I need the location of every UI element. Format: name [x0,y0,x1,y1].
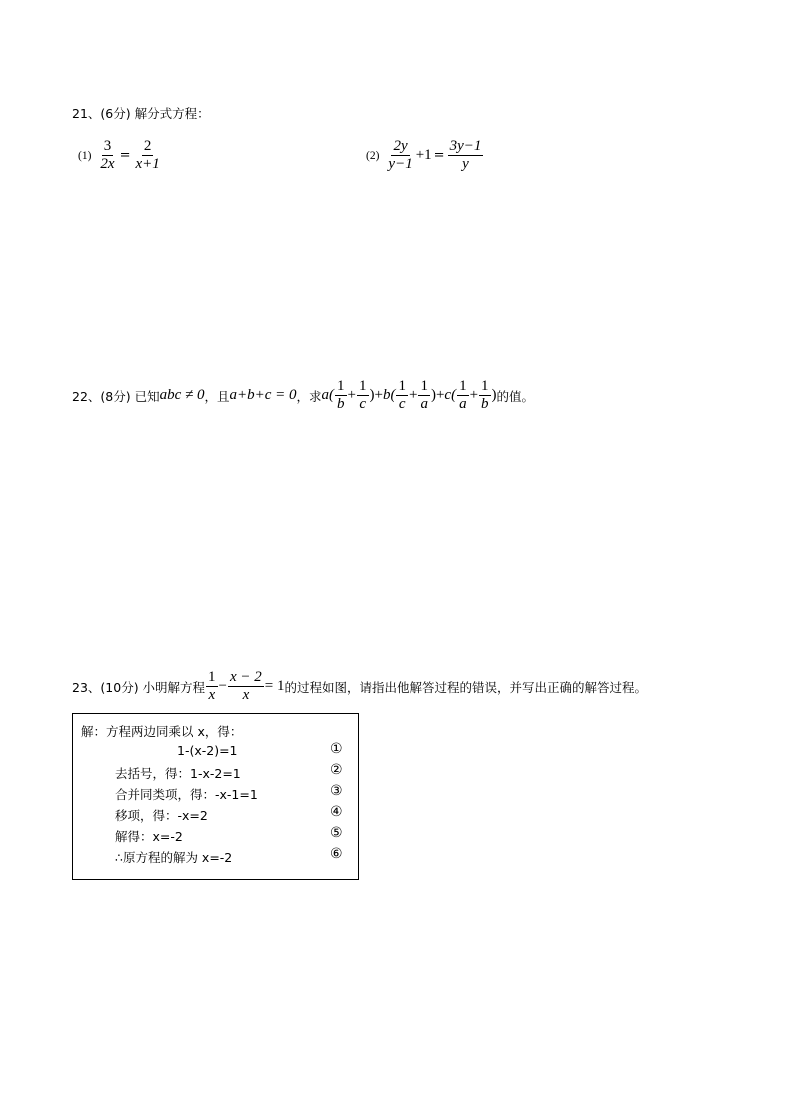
fraction-denominator: a [420,396,428,413]
plus-one-term: +1 [415,147,432,164]
fraction-numerator: 2 [142,138,154,156]
equals-sign: = [433,148,445,164]
plus-sign: + [347,387,357,404]
fraction-denominator: a [459,396,467,413]
fraction-denominator: c [398,396,406,413]
q21-heading: 21、(6分) 解分式方程： [72,106,210,121]
fraction-numerator: 1 [396,378,408,396]
q22-condition-sum: a+b+c = 0 [229,387,297,404]
q23-fraction-1 [206,669,218,705]
solution-step-2: 去括号，得：1-x-2=1 [115,766,241,781]
solution-step-3: 合并同类项，得：-x-1=1 [115,787,258,802]
q21-part1-equation [78,138,163,174]
q21-part2-equation [366,138,484,174]
solution-step-5: 解得：x=-2 [115,829,183,844]
solution-step-1: 1-(x-2)=1 [177,743,238,758]
fraction-denominator: y−1 [388,156,413,173]
expr-fraction [457,378,469,414]
solution-box [72,713,359,880]
fraction-denominator: y [462,156,469,173]
step-marker-2: ② [330,762,343,778]
fraction-numerator: 1 [335,378,347,396]
step-marker-1: ① [330,741,343,757]
plus-sign: + [374,387,383,404]
fraction-numerator: 1 [457,378,469,396]
expr-fraction [335,378,347,414]
fraction-denominator: x+1 [135,156,160,173]
fraction-denominator: x [242,687,250,704]
expr-fraction [479,378,491,414]
expr-fraction [357,378,369,414]
q21-p1-lhs-fraction [98,138,116,174]
q21-p2-lhs-fraction [386,138,414,174]
q23-heading: 23、(10分) 小明解方程 [72,679,206,695]
solution-step-6: ∴原方程的解为 x=-2 [115,850,233,865]
expr-coef-b: b( [382,387,396,404]
q21-part1-label: (1) [78,149,92,162]
expr-fraction [396,378,408,414]
fraction-numerator: 3y−1 [448,138,484,156]
solution-step-4: 移项，得：-x=2 [115,808,208,823]
step-marker-3: ③ [330,783,343,799]
fraction-denominator: x [208,687,216,704]
fraction-numerator: 1 [357,378,369,396]
fraction-numerator: 1 [479,378,491,396]
q22-heading: 22、(8分) 已知 [72,388,160,404]
plus-sign: + [435,387,445,404]
fraction-denominator: b [337,396,345,413]
q23-fraction-2 [228,669,264,705]
equals-sign: = [119,148,131,164]
close-paren: ) [491,387,497,404]
plus-sign: + [469,387,479,404]
plus-sign: + [408,387,418,404]
q21-part2-label: (2) [366,149,380,162]
q22-condition-abc: abc ≠ 0 [159,387,205,404]
close-paren: ) [430,387,436,404]
solution-step-0: 解：方程两边同乘以 x，得： [81,724,243,739]
expr-fraction [418,378,430,414]
q23-line [72,669,647,705]
fraction-numerator: 2y [391,138,409,156]
fraction-denominator: 2x [100,156,115,173]
fraction-denominator: c [359,396,367,413]
q22-tail: 的值。 [496,388,535,404]
close-paren: ) [369,387,375,404]
fraction-numerator: 1 [206,669,218,687]
fraction-numerator: 3 [102,138,114,156]
step-marker-5: ⑤ [330,825,343,841]
expr-coef-c: c( [444,387,457,404]
q22-connector: ，求 [296,388,322,404]
equation-rhs: = 1 [264,678,285,695]
minus-sign: − [218,678,228,695]
expr-coef-a: a( [321,387,335,404]
q22-expression [322,378,497,414]
q23-equation [205,669,284,705]
step-marker-6: ⑥ [330,846,343,862]
q22-line [72,378,534,414]
q21-p1-rhs-fraction [134,138,162,174]
fraction-numerator: 1 [418,378,430,396]
step-marker-4: ④ [330,804,343,820]
q23-instruction: 的过程如图，请指出他解答过程的错误，并写出正确的解答过程。 [284,679,648,695]
q22-connector: ，且 [204,388,230,404]
fraction-denominator: b [481,396,489,413]
q21-p2-rhs-fraction [448,138,484,174]
fraction-numerator: x − 2 [228,669,264,687]
